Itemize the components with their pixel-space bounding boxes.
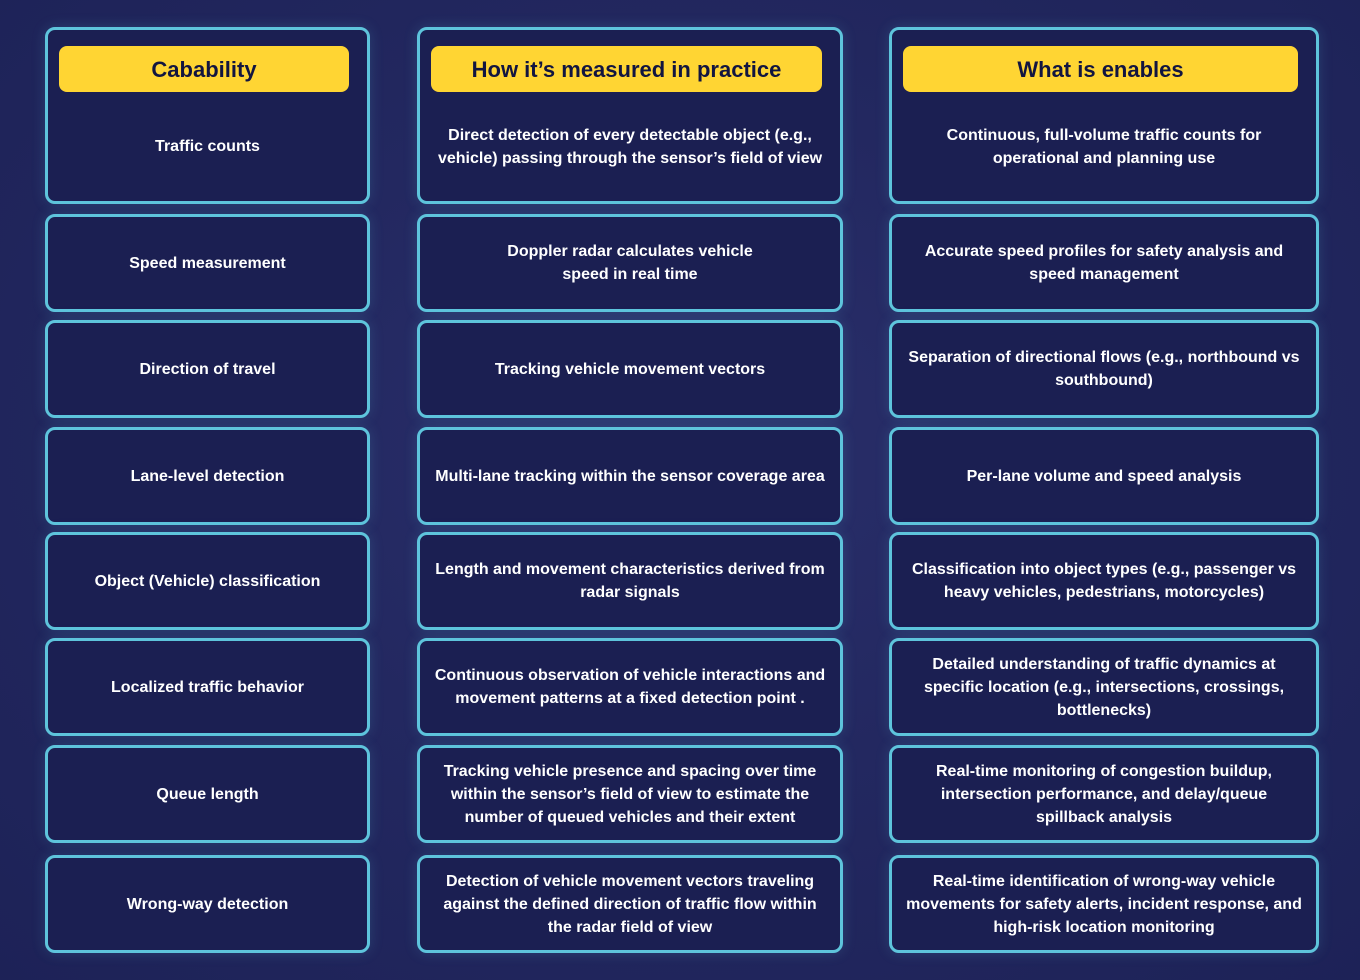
enables-speed-measurement: Accurate speed profiles for safety analysis and speed management [924,243,1284,283]
enables-direction-of-travel: Separation of directional flows (e.g., northbound vs southbound) [908,349,1300,389]
table-cell [45,320,370,418]
capability-traffic-counts: Traffic counts [155,138,260,155]
table-cell [417,745,843,843]
measured-queue-length: Tracking vehicle presence and spacing over time within the sensor’s field of view to estimate the number of queued vehicles and their extent [443,762,817,826]
enables-lane-level-detection: Per-lane volume and speed analysis [966,467,1242,485]
table-cell [417,532,843,630]
capability-speed-measurement: Speed measurement [129,254,286,272]
enables-traffic-counts: Continuous, full-volume traffic counts for operational and planning use [946,126,1262,167]
table-cell [45,745,370,843]
capability-queue-length: Queue length [156,785,259,803]
table-cell-measured-header [417,27,843,204]
table-cell [889,745,1319,843]
measured-traffic-counts: Direct detection of every detectable object (e.g., vehicle) passing through the sensor’s field of view [437,126,823,167]
column-header-measured: How it’s measured in practice [431,46,822,92]
enables-wrong-way-detection: Real-time identification of wrong-way vehicle movements for safety alerts, incident response, and high-risk location monitoring [906,872,1302,936]
enables-object-classification: Classification into object types (e.g., passenger vs heavy vehicles, pedestrians, motorcycles) [911,561,1297,601]
enables-queue-length: Real-time monitoring of congestion buildup, intersection performance, and delay/queue spillback analysis [936,762,1272,826]
table-cell [417,855,843,953]
table-cell [889,638,1319,736]
table-cell-capability-header [45,27,370,204]
table-cell [889,427,1319,525]
table-cell [417,320,843,418]
capability-localized-traffic-behavior: Localized traffic behavior [111,678,304,696]
table-cell [45,855,370,953]
enables-localized-traffic-behavior: Detailed understanding of traffic dynamics at specific location (e.g., intersections, crossings, bottlenecks) [923,655,1285,719]
capability-lane-level-detection: Lane-level detection [130,467,285,485]
table-cell [45,532,370,630]
table-cell [417,214,843,312]
column-header-capability: Cabability [59,46,349,92]
table-cell [45,214,370,312]
capability-direction-of-travel: Direction of travel [139,360,276,378]
measured-wrong-way-detection: Detection of vehicle movement vectors traveling against the defined direction of traffic flow within the radar field of view [443,872,817,936]
table-cell-enables-header [889,27,1319,204]
table-cell [417,427,843,525]
measured-object-classification: Length and movement characteristics derived from radar signals [435,561,825,601]
measured-direction-of-travel: Tracking vehicle movement vectors [494,360,766,378]
table-cell [889,214,1319,312]
capability-wrong-way-detection: Wrong-way detection [126,895,289,913]
table-cell [889,532,1319,630]
table-cell [889,855,1319,953]
column-header-enables: What is enables [903,46,1298,92]
capability-object-classification: Object (Vehicle) classification [94,572,321,590]
table-cell [45,427,370,525]
measured-speed-measurement: Doppler radar calculates vehicle speed in real time [507,243,753,283]
table-cell [417,638,843,736]
measured-localized-traffic-behavior: Continuous observation of vehicle interactions and movement patterns at a fixed detection point . [434,667,826,707]
measured-lane-level-detection: Multi-lane tracking within the sensor coverage area [435,467,825,485]
table-cell [45,638,370,736]
table-cell [889,320,1319,418]
